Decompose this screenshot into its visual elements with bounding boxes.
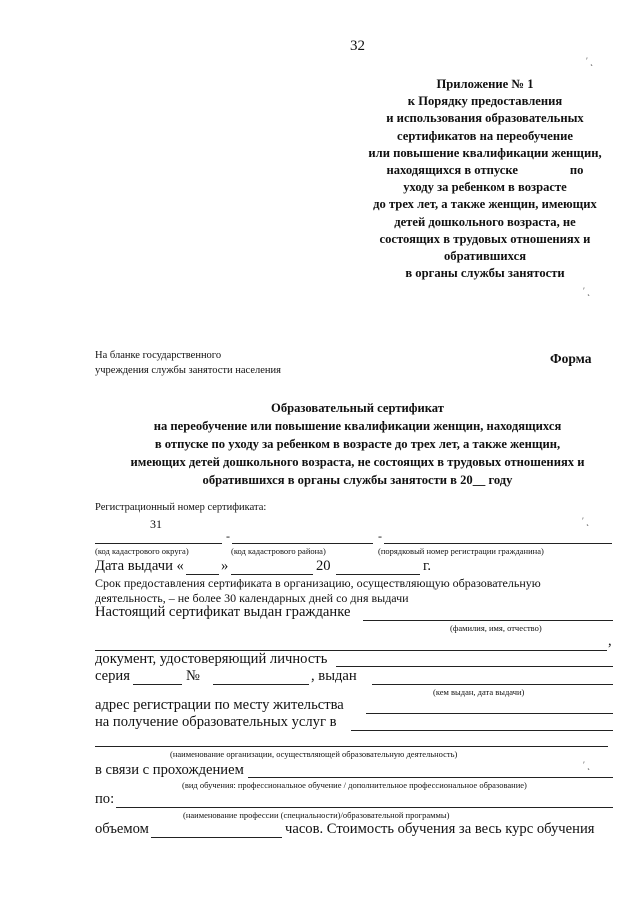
scan-mark: ′ ˛ <box>582 516 590 526</box>
issue-date-label: Дата выдачи « <box>95 558 184 574</box>
services-label: на получение образовательных услуг в <box>95 714 337 730</box>
certificate-title-line: Образовательный сертификат <box>271 401 444 415</box>
id-document-label: документ, удостоверяющий личность <box>95 651 328 667</box>
appendix-line: и использования образовательных <box>386 111 584 126</box>
certificate-title <box>80 399 635 489</box>
id-issued-field[interactable] <box>372 684 613 685</box>
issued-to-label: Настоящий сертификат выдан гражданке <box>95 604 351 620</box>
training-caption: (вид обучения: профессиональное обучение / дополнительное профессиональное образование) <box>182 780 527 790</box>
issued-to-comma: , <box>608 633 612 649</box>
address-label: адрес регистрации по месту жительства <box>95 697 344 713</box>
issue-year-field[interactable] <box>336 574 420 575</box>
appendix-line: детей дошкольного возраста, не <box>394 214 576 229</box>
id-series-field[interactable] <box>133 684 182 685</box>
certificate-title-line: на переобучение или повышение квалификации женщин, находящихся <box>153 419 562 433</box>
organization-caption: (наименование организации, осуществляющей образовательную деятельность) <box>170 749 458 759</box>
issued-to-caption: (фамилия, имя, отчество) <box>450 623 542 633</box>
volume-hours-field[interactable] <box>151 837 282 838</box>
scan-mark: ′ ˛ <box>583 760 591 770</box>
id-number-field[interactable] <box>213 684 309 685</box>
certificate-title-line: обратившихся в органы службы занятости в 20__ году <box>202 473 513 487</box>
blank-note-line: На бланке государственного <box>95 350 222 361</box>
caption-seq: (порядковый номер регистрации гражданина) <box>378 546 544 556</box>
issue-month-field[interactable] <box>231 574 313 575</box>
program-field[interactable] <box>116 807 613 808</box>
reg-district-field[interactable] <box>95 543 222 544</box>
address-field[interactable] <box>366 713 613 714</box>
appendix-header <box>340 76 630 282</box>
appendix-line: уходу за ребенком в возрасте <box>403 180 567 195</box>
appendix-line: в органы службы занятости <box>405 266 565 281</box>
blank-note-line: учреждения службы занятости населения <box>95 365 281 376</box>
appendix-title: Приложение № 1 <box>436 77 534 91</box>
program-label: по: <box>95 791 115 807</box>
issue-year-prefix: 20 <box>316 558 331 574</box>
appendix-line: обратившихся <box>443 249 527 264</box>
services-field[interactable] <box>351 730 613 731</box>
id-series-label: серия <box>95 668 130 684</box>
issue-date-close: » <box>221 558 229 574</box>
volume-text: часов. Стоимость обучения за весь курс обучения <box>285 821 595 837</box>
reg-number-dash: - <box>378 529 382 543</box>
issue-year-suffix: г. <box>423 558 431 574</box>
term-text-line: Срок предоставления сертификата в организацию, осуществляющую образовательную <box>95 576 541 590</box>
caption-district: (код кадастрового округа) <box>95 546 189 556</box>
issue-day-field[interactable] <box>186 574 219 575</box>
appendix-line: находящихся в отпуске <box>386 163 518 178</box>
reg-number-dash: - <box>226 529 230 543</box>
appendix-line: до трех лет, а также женщин, имеющих <box>373 197 597 212</box>
program-caption: (наименование профессии (специальности)/образовательной программы) <box>183 810 450 820</box>
certificate-title-line: в отпуске по уходу за ребенком в возрасте до трех лет, а также женщин, <box>154 437 561 451</box>
training-label: в связи с прохождением <box>95 762 244 778</box>
id-issued-caption: (кем выдан, дата выдачи) <box>433 687 525 697</box>
reg-seq-field[interactable] <box>384 543 612 544</box>
blank-note <box>95 348 281 378</box>
training-field[interactable] <box>248 777 613 778</box>
appendix-line: по <box>569 163 584 178</box>
scan-mark: ′ ˛ <box>586 56 594 66</box>
id-number-label: № <box>186 668 200 684</box>
certificate-title-line: имеющих детей дошкольного возраста, не состоящих в трудовых отношениях и <box>130 455 585 469</box>
page-number: 32 <box>350 38 365 54</box>
appendix-line: состоящих в трудовых отношениях и <box>379 231 591 246</box>
term-text-line: деятельность, – не более 30 календарных дней со дня выдачи <box>95 591 409 605</box>
scan-mark: ′ ˛ <box>583 286 591 296</box>
reg-number-prefix: 31 <box>150 517 162 531</box>
appendix-line: сертификатов на переобучение <box>397 128 573 143</box>
reg-number-label: Регистрационный номер сертификата: <box>95 502 267 513</box>
volume-label: объемом <box>95 821 149 837</box>
appendix-line: или повышение квалификации женщин, <box>368 145 602 160</box>
caption-area: (код кадастрового района) <box>231 546 326 556</box>
reg-area-field[interactable] <box>232 543 373 544</box>
id-issued-label: , выдан <box>311 668 357 684</box>
issued-to-field[interactable] <box>363 620 613 621</box>
appendix-line: к Порядку предоставления <box>407 94 563 109</box>
organization-field[interactable] <box>95 746 608 747</box>
appendix-line-split <box>340 162 630 179</box>
form-label: Форма <box>550 351 592 366</box>
id-document-field[interactable] <box>336 666 613 667</box>
